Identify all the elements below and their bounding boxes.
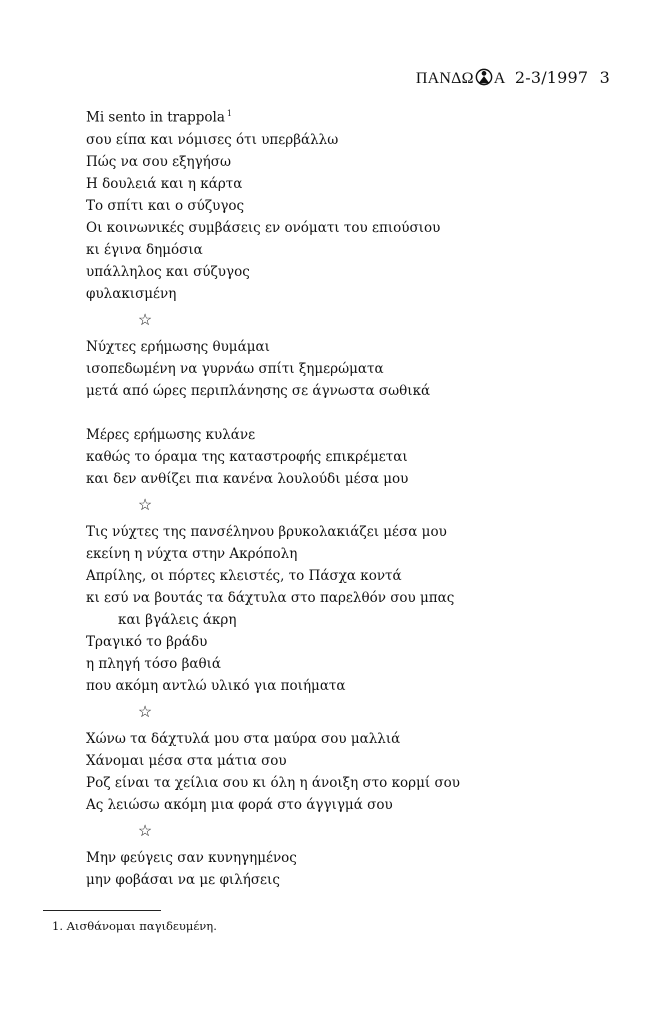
- poem-line: ισοπεδωμένη να γυρνάω σπίτι ξημερώματα: [86, 360, 384, 377]
- poem-line: κι εσύ να βουτάς τα δάχτυλα στο παρελθόν σου μπας: [86, 589, 455, 606]
- stanza-6: [86, 847, 526, 891]
- stanza-5: [86, 728, 526, 816]
- poem-line: καθώς το όραμα της καταστροφής επικρέμεται: [86, 448, 408, 465]
- poem-line: κι έγινα δημόσια: [86, 241, 203, 258]
- poem-line: Χώνω τα δάχτυλά μου στα μαύρα σου μαλλιά: [86, 730, 401, 747]
- journal-name-part1: ΠΑΝΔΩ: [415, 70, 474, 87]
- poem-line: Νύχτες ερήμωσης θυμάμαι: [86, 338, 270, 355]
- poem-line: Ροζ είναι τα χείλια σου κι όλη η άνοιξη στο κορμί σου: [86, 774, 460, 791]
- poem-line: που ακόμη αντλώ υλικό για ποιήματα: [86, 677, 346, 694]
- poem-line: και βγάλεις άκρη: [118, 611, 237, 628]
- footnote-rule: [43, 910, 161, 911]
- poem-line: Απρίλης, οι πόρτες κλειστές, το Πάσχα κοντά: [86, 567, 402, 584]
- poem-line: Η δουλειά και η κάρτα: [86, 175, 243, 192]
- stanza-1: [86, 129, 526, 305]
- poem-line: μην φοβάσαι να με φιλήσεις: [86, 871, 280, 888]
- poem-line: υπάλληλος και σύζυγος: [86, 263, 250, 280]
- poem-line: και δεν ανθίζει πια κανένα λουλούδι μέσα μου: [86, 470, 409, 487]
- star-separator-icon: ☆: [137, 309, 153, 329]
- stanza-3: [86, 424, 526, 490]
- star-separator-icon: ☆: [137, 820, 153, 840]
- pandora-logo-icon: [475, 68, 493, 86]
- poem-line: Πώς να σου εξηγήσω: [86, 153, 231, 170]
- poem-line: μετά από ώρες περιπλάνησης σε άγνωστα σωθικά: [86, 382, 431, 399]
- footnote: 1. Αισθάνομαι παγιδευμένη.: [52, 919, 217, 933]
- issue-number: 2-3/1997: [514, 68, 589, 87]
- poem-line: Τραγικό το βράδυ: [86, 633, 208, 650]
- poem-line: η πληγή τόσο βαθιά: [86, 655, 222, 672]
- poem-title-text: Mi sento in trappola: [86, 109, 225, 126]
- star-separator-icon: ☆: [137, 494, 153, 514]
- poem-line: σου είπα και νόμισες ότι υπερβάλλω: [86, 131, 339, 148]
- poem-line: εκείνη η νύχτα στην Ακρόπολη: [86, 545, 298, 562]
- stanza-gap: [86, 402, 526, 424]
- footnote-marker: 1: [226, 109, 232, 118]
- journal-name-part2: Α: [493, 70, 506, 87]
- stanza-2: [86, 336, 526, 402]
- poem: [86, 103, 526, 891]
- poem-line: Τις νύχτες της πανσέληνου βρυκολακιάζει μέσα μου: [86, 523, 447, 540]
- poem-line: Οι κοινωνικές συμβάσεις εν ονόματι του επιούσιου: [86, 219, 441, 236]
- poem-line: Μην φεύγεις σαν κυνηγημένος: [86, 849, 297, 866]
- poem-line: Το σπίτι και ο σύζυγος: [86, 197, 245, 214]
- journal-name: [416, 70, 506, 87]
- stanza-4: [86, 521, 526, 697]
- star-separator-icon: ☆: [137, 701, 153, 721]
- poem-title: [86, 103, 526, 129]
- poem-line: Χάνομαι μέσα στα μάτια σου: [86, 752, 287, 769]
- poem-line: Μέρες ερήμωσης κυλάνε: [86, 426, 256, 443]
- poem-line: φυλακισμένη: [86, 285, 177, 302]
- running-header: [416, 68, 610, 88]
- poem-line: Ας λειώσω ακόμη μια φορά στο άγγιγμά σου: [86, 796, 393, 813]
- page-number: 3: [599, 68, 610, 87]
